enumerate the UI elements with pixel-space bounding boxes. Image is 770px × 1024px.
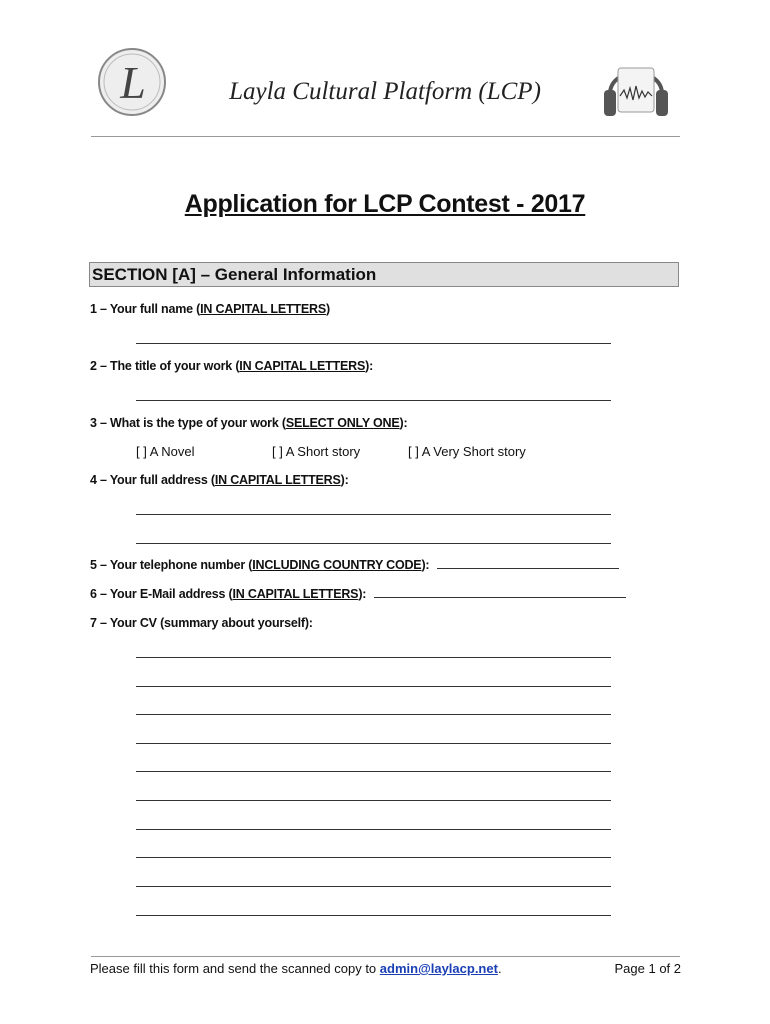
option-very-short-story[interactable]: [ ] A Very Short story: [408, 444, 526, 459]
email-link[interactable]: admin@laylacp.net: [379, 961, 498, 976]
question-full-name: 1 – Your full name (IN CAPITAL LETTERS): [90, 302, 330, 316]
cv-field-line-8[interactable]: [136, 857, 611, 858]
cv-field-line-2[interactable]: [136, 686, 611, 687]
section-header: SECTION [A] – General Information: [89, 262, 679, 287]
cv-field-line-6[interactable]: [136, 800, 611, 801]
question-work-title: 2 – The title of your work (IN CAPITAL LETTERS):: [90, 359, 374, 373]
header-divider: [91, 136, 680, 137]
option-short-story[interactable]: [ ] A Short story: [272, 444, 361, 459]
address-field-line-1[interactable]: [136, 514, 611, 515]
full-name-field[interactable]: [136, 343, 611, 344]
cv-field-line-3[interactable]: [136, 714, 611, 715]
svg-text:L: L: [120, 57, 146, 108]
question-email: 6 – Your E-Mail address (IN CAPITAL LETTERS):: [90, 587, 626, 601]
email-field[interactable]: [374, 597, 626, 598]
page-number: Page 1 of 2: [614, 961, 681, 976]
question-telephone: 5 – Your telephone number (INCLUDING COUNTRY CODE):: [90, 558, 619, 572]
question-cv: 7 – Your CV (summary about yourself):: [90, 616, 313, 630]
cv-field-line-9[interactable]: [136, 886, 611, 887]
cv-field-line-10[interactable]: [136, 915, 611, 916]
option-novel[interactable]: [ ] A Novel: [136, 444, 195, 459]
question-work-type: 3 – What is the type of your work (SELECT ONLY ONE):: [90, 416, 408, 430]
work-title-field[interactable]: [136, 400, 611, 401]
cv-field-line-5[interactable]: [136, 771, 611, 772]
footer-instructions: Please fill this form and send the scanned copy to admin@laylacp.net.: [90, 961, 502, 976]
telephone-field[interactable]: [437, 568, 619, 569]
cv-field-line-7[interactable]: [136, 829, 611, 830]
cv-field-line-4[interactable]: [136, 743, 611, 744]
address-field-line-2[interactable]: [136, 543, 611, 544]
header-title: Layla Cultural Platform (LCP): [229, 78, 541, 105]
headphones-logo: [600, 56, 672, 120]
document-title: Application for LCP Contest - 2017: [184, 190, 586, 218]
footer-divider: [91, 956, 680, 957]
cv-field-line-1[interactable]: [136, 657, 611, 658]
question-full-address: 4 – Your full address (IN CAPITAL LETTERS):: [90, 473, 349, 487]
